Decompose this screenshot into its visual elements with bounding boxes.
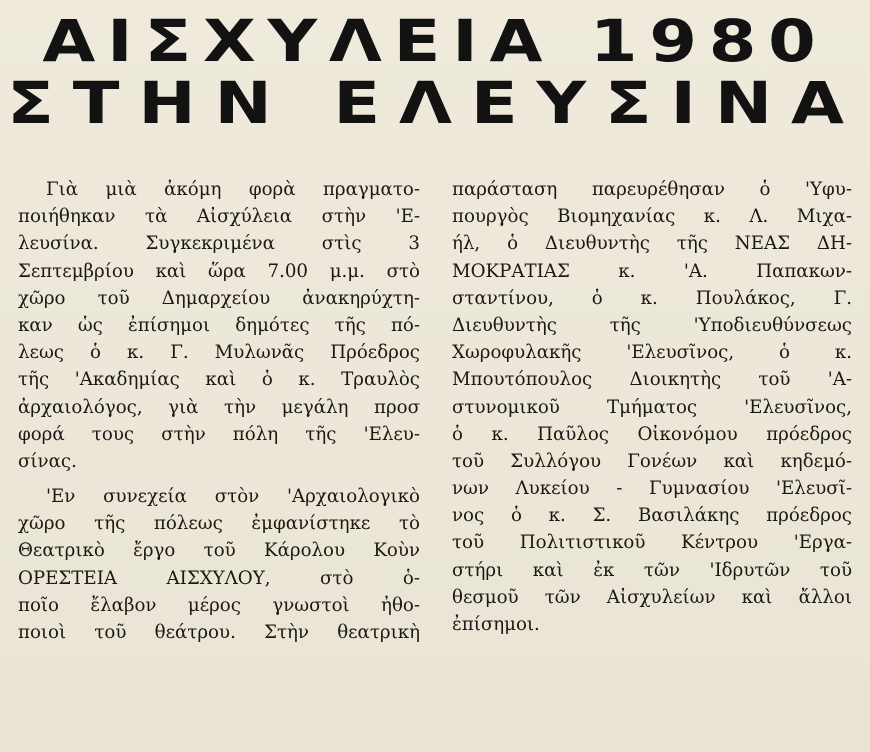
headline bbox=[0, 7, 870, 137]
text-line: Χωροφυλακῆς 'Ελευσῖνος, ὁ κ. bbox=[452, 342, 852, 364]
text-line: φορά τους στὴν πόλη τῆς 'Ελευ- bbox=[18, 423, 420, 445]
text-line: λεως ὁ κ. Γ. Μυλωνᾶς Πρόεδρος bbox=[18, 342, 420, 364]
text-line: ἐπίσημοι. bbox=[452, 614, 540, 635]
text-line: στυνομικοῦ Τμήματος 'Ελευσῖνος, bbox=[452, 396, 852, 418]
right-column bbox=[452, 176, 852, 638]
text-line: ποῖο ἔλαβον μέρος γνωστοὶ ἠθο- bbox=[18, 594, 420, 616]
text-line: Γιὰ μιὰ ἀκόμη φορὰ πραγματο- bbox=[46, 179, 420, 200]
text-line: παράσταση παρευρέθησαν ὁ 'Υφυ- bbox=[452, 179, 852, 200]
paragraph-gap bbox=[18, 475, 420, 483]
text-line: νων Λυκείου - Γυμνασίου 'Ελευσῖ- bbox=[452, 478, 852, 500]
text-line: ἀρχαιολόγος, γιὰ τὴν μεγάλη προσ bbox=[18, 396, 420, 418]
text-line: χῶρο τοῦ Δημαρχείου ἀνακηρύχτη- bbox=[18, 287, 420, 309]
text-line: στήρι καὶ ἐκ τῶν 'Ιδρυτῶν τοῦ bbox=[452, 559, 852, 581]
text-line: τοῦ Πολιτιστικοῦ Κέντρου 'Εργα- bbox=[452, 532, 852, 554]
text-line: πουργὸς Βιομηχανίας κ. Λ. Μιχα- bbox=[452, 206, 852, 228]
text-line: Διευθυντὴς τῆς 'Υποδιευθύνσεως bbox=[452, 314, 852, 336]
headline-line-1: ΑΙΣΧΥΛΕΙΑ 1980 bbox=[42, 7, 828, 75]
text-line: Θεατρικὸ ἔργο τοῦ Κάρολου Κοὺν bbox=[18, 540, 420, 562]
text-line: καν ὡς ἐπίσημοι δημότες τῆς πό- bbox=[18, 314, 420, 336]
left-column bbox=[18, 176, 420, 646]
text-line: νος ὁ κ. Σ. Βασιλάκης πρόεδρος bbox=[452, 505, 852, 527]
text-line: θεσμοῦ τῶν Αἰσχυλείων καὶ ἄλλοι bbox=[452, 586, 852, 608]
text-line: ποιοὶ τοῦ θεάτρου. Στὴν θεατρικὴ bbox=[18, 622, 420, 643]
text-line: σταντίνου, ὁ κ. Πουλάκος, Γ. bbox=[452, 287, 852, 309]
text-line: τοῦ Συλλόγου Γονέων καὶ κηδεμό- bbox=[452, 450, 852, 472]
text-line: ΟΡΕΣΤΕΙΑ ΑΙΣΧΥΛΟΥ, στὸ ὁ- bbox=[18, 567, 420, 589]
text-line: ΜΟΚΡΑΤΙΑΣ κ. 'Α. Παπακων- bbox=[452, 260, 852, 282]
text-line: ποιήθηκαν τὰ Αἰσχύλεια στὴν 'Ε- bbox=[18, 206, 420, 228]
paragraph-1 bbox=[18, 176, 420, 475]
text-line: ὁ κ. Παῦλος Οἰκονόμου πρόεδρος bbox=[452, 423, 852, 445]
paragraph-2 bbox=[18, 483, 420, 646]
headline-line-2: ΣΤΗΝ ΕΛΕΥΣΙΝΑ bbox=[7, 69, 863, 137]
text-line: Σεπτεμβρίου καὶ ὥρα 7.00 μ.μ. στὸ bbox=[18, 260, 420, 282]
text-line: λευσίνα. Συγκεκριμένα στὶς 3 bbox=[18, 233, 420, 255]
text-line: σίνας. bbox=[18, 450, 77, 472]
text-line: ήλ, ὁ Διευθυντὴς τῆς ΝΕΑΣ ΔΗ- bbox=[452, 233, 852, 255]
text-line: Μπουτόπουλος Διοικητὴς τοῦ 'Α- bbox=[452, 369, 852, 391]
text-line: 'Εν συνεχεία στὸν 'Αρχαιολογικὸ bbox=[46, 486, 420, 508]
text-line: τῆς 'Ακαδημίας καὶ ὁ κ. Τραυλὸς bbox=[18, 369, 420, 391]
text-line: χῶρο τῆς πόλεως ἐμφανίστηκε τὸ bbox=[18, 513, 420, 535]
